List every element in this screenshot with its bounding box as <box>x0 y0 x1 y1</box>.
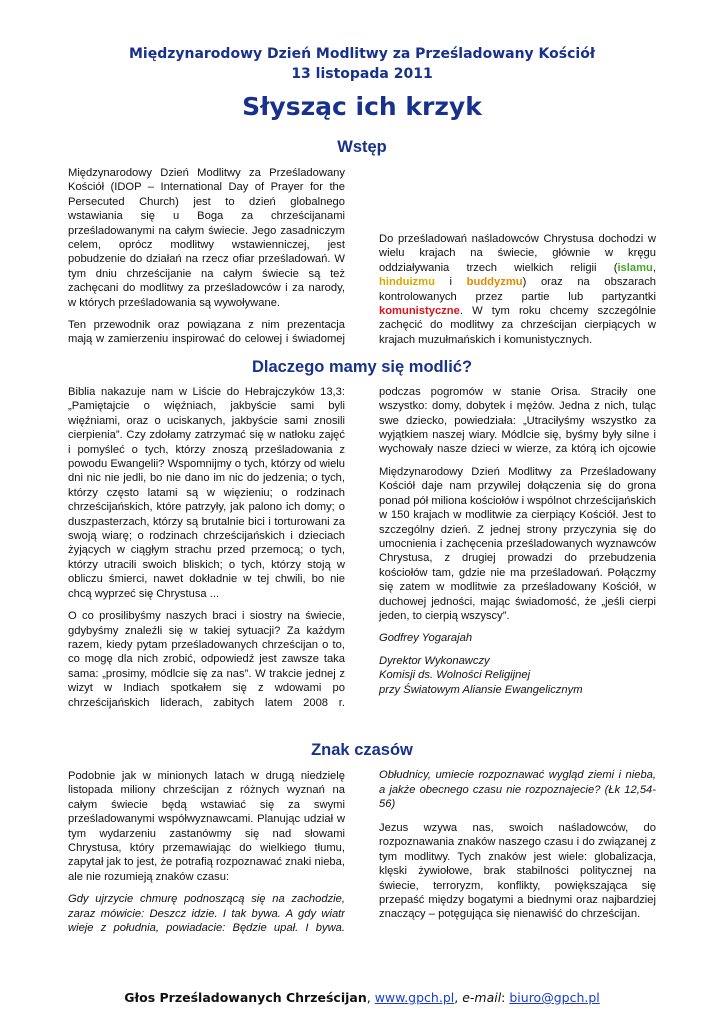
section-heading-intro: Wstęp <box>337 138 387 156</box>
why-column-right <box>379 385 656 697</box>
why-paragraph-1: Biblia nakazuje nam w Liście do Hebrajczyków 13,3: „Pamiętajcie o więźniach, jakbyście sami byli więźniami, oraz o uciskanych, jakbyście sami znosili cierpienia”. Czy zdołamy zatrzymać się w natłoku zajęć i pomyśleć o tych, którzy znoszą prześladowania z powodu Ewangelii? Wspomnijmy o tych, którzy od wielu dni nic nie jedli, bo nie dano im nic do jedzenia; o tych, którzy często latami są w więzieniu; o rodzinach chrześcijańskich, które patrzyły, jak palono ich domy; o duszpasterzach, którzy są brutalnie bici i torturowani za swoją wiarę; o rodzinach chrześcijańskich i dzieciach żyjących w ciągłym strachu przed przemocą; o tych, którzy utracili swoich bliskich; o tych, którzy stoją w obliczu śmierci, nawet dokładnie w tej chwili, bo nie chcą wyprzeć się Chrystusa ... <box>68 386 345 600</box>
intro-p3-text-e: . W tym roku chcemy szczególnie zachęcić do modlitwy za chrześcijan cierpiących w krajach muzułmańskich i komunistycznych. <box>379 305 656 346</box>
religion-islam: islamu <box>617 261 653 274</box>
section-heading-why-pray: Dlaczego mamy się modlić? <box>251 358 473 376</box>
signs-paragraph-2: Jezus wzywa nas, swoich naśladowców, do rozpoznawania znaków naszego czasu i do związanej z tym modlitwy. Tych znaków jest wiele: globalizacja, klęski żywiołowe, brak stabilności politycznej na świecie, terroryzm, konflikty, powiększająca się przepaść między bogatymi a biednymi oraz najbardziej znaczący – potęgująca się nienawiść do chrześcijan. <box>379 822 656 921</box>
why-paragraph-2-continued <box>379 385 656 457</box>
intro-p3-text-d: ) oraz na obszarach kontrolowanych przez partie lub partyzantki <box>379 276 657 303</box>
footer-email-label: e-mail <box>462 990 502 1005</box>
footer-sep-1: , <box>366 990 375 1005</box>
gospel-quote-text: Gdy ujrzycie chmurę podnoszącą się na zachodzie, zaraz mówicie: Deszcz idzie. I tak bywa. A gdy wiatr wieje z południa, powiadacie: Będzie upał. I bywa. <box>68 893 345 935</box>
intro-paragraph-1: Międzynarodowy Dzień Modlitwy za Prześladowany Kościół (IDOP – International Day of Prayer for the Persecuted Church) jest to dzień globalnego wstawiania się u Boga za chrześcijanami prześladowanymi na całym świecie. Jego zasadniczym celem, oprócz modlitwy wstawienniczej, jest pobudzenie do działań na rzecz ofiar prześladowań. W tym dniu chrześcijanie na całym świecie są też zachęcani do modlitwy za prześladowców i za narody, w których prześladowania są wywoływane. <box>68 167 345 309</box>
intro-p3-text-a: Do prześladowań naśladowców Chrystusa dochodzi w wielu krajach na świecie, głównie w kręgu oddziaływania trzech wielkich religii ( <box>379 233 656 274</box>
intro-p3-sep-c: i <box>434 276 467 289</box>
footer-org-name: Głos Prześladowanych Chrześcijan <box>124 990 367 1005</box>
why-paragraph-2-text: O co prosilibyśmy naszych braci i siostry na świecie, gdybyśmy znaleźli się w takiej sytuacji? Za każdym razem, kiedy pytam prześladowanych chrześcijan o to, co mogę dla nich zrobić, odpowiedź jest zawsze taka sama: „prosimy, módlcie się za nas”. W trakcie jednej z wizyt w Indiach spotkałem się z wdowami po chrześcijańskich liderach, zabitych latem 2008 r. <box>68 610 345 709</box>
intro-column-left <box>68 166 345 354</box>
signature-role-2: Komisji ds. Wolności Religijnej <box>379 669 531 682</box>
gospel-quote-overflow: Obłudnicy, umiecie rozpoznawać wygląd ziemi i nieba, a jakże obecnego czasu nie rozpoznajecie? (Łk 12,54-56) <box>379 769 656 811</box>
intro-paragraph-2: Ten przewodnik oraz powiązana z nim prezentacja mają w zamierzeniu inspirować do celowej i świadomej <box>68 319 345 346</box>
signs-column-right <box>379 769 656 930</box>
signature-role-1: Dyrektor Wykonawczy <box>379 654 490 667</box>
signature-name: Godfrey Yogarajah <box>379 632 473 645</box>
intro-paragraph-3 <box>379 232 656 347</box>
signs-paragraph-1: Podobnie jak w minionych latach w drugą niedzielę listopada miliony chrześcijan z różnych wyznań na całym świecie będą wstawiać się za swymi prześladowanymi współwyznawcami. Planując udział w tym wydarzeniu zastanówmy się nad słowami Chrystusa, który przemawiając do wielkiego tłumu, zapytał jak to jest, że potrafią rozpoznawać znaki nieba, ale nie rozumieją znaków czasu: <box>68 770 345 883</box>
intro-paragraph-2-continued <box>379 166 656 224</box>
gospel-quote <box>68 892 345 936</box>
intro-column-right <box>379 166 656 355</box>
religion-hinduism: hinduizmu <box>379 276 435 289</box>
regime-communist: komunistyczne <box>379 305 460 318</box>
religion-buddhism: buddyzmu <box>466 276 523 289</box>
event-name: Międzynarodowy Dzień Modlitwy za Prześladowany Kościół <box>128 46 596 62</box>
why-paragraph-2-overflow: podczas pogromów w stanie Orisa. Straciły one wszystko: domy, dobytek i mężów. Jedna z nich, tuląc swe dziecko, powiedziała: „Utraciłyśmy wszystko za wyjątkiem naszej wiary. Módlcie się, byśmy były silne i wychowały nasze dzieci w wierze, za którą ich ojcowie <box>379 385 656 456</box>
signature-role-3: przy Światowym Aliansie Ewangelicznym <box>379 683 583 696</box>
gospel-quote-continued <box>379 769 656 813</box>
section-heading-signs-of-times: Znak czasów <box>311 741 413 759</box>
page-title: Słysząc ich krzyk <box>242 92 482 121</box>
footer-sep-3: : <box>501 990 510 1005</box>
footer-sep-2: , <box>454 990 463 1005</box>
intro-p3-sep-b: , <box>652 261 656 274</box>
footer <box>0 990 724 1005</box>
why-paragraph-2 <box>68 609 345 709</box>
footer-email-link[interactable]: biuro@gpch.pl <box>509 990 600 1005</box>
footer-website-link[interactable]: www.gpch.pl <box>374 990 455 1005</box>
event-date: 13 listopada 2011 <box>291 66 433 82</box>
signs-column-left <box>68 769 345 944</box>
why-column-left <box>68 385 345 717</box>
why-paragraph-3: Międzynarodowy Dzień Modlitwy za Prześladowany Kościół daje nam przywilej dołączenia się do grona ponad pół miliona kościołów i wspólnot chrześcijańskich w 150 krajach w modlitwie za cierpiący Kościół. Jest to szczególny dzień. Z jednej strony przyczynia się do umocnienia i zachęcenia prześladowanych wyznawców Chrystusa, z drugiej prowadzi do przebudzenia kościołów tam, gdzie nie ma prześladowań. Połączmy się zatem w modlitwie za prześladowany Kościół, w duchowej jedności, mając świadomość, że „jeśli cierpi jeden, to cierpią wszyscy”. <box>379 466 656 623</box>
